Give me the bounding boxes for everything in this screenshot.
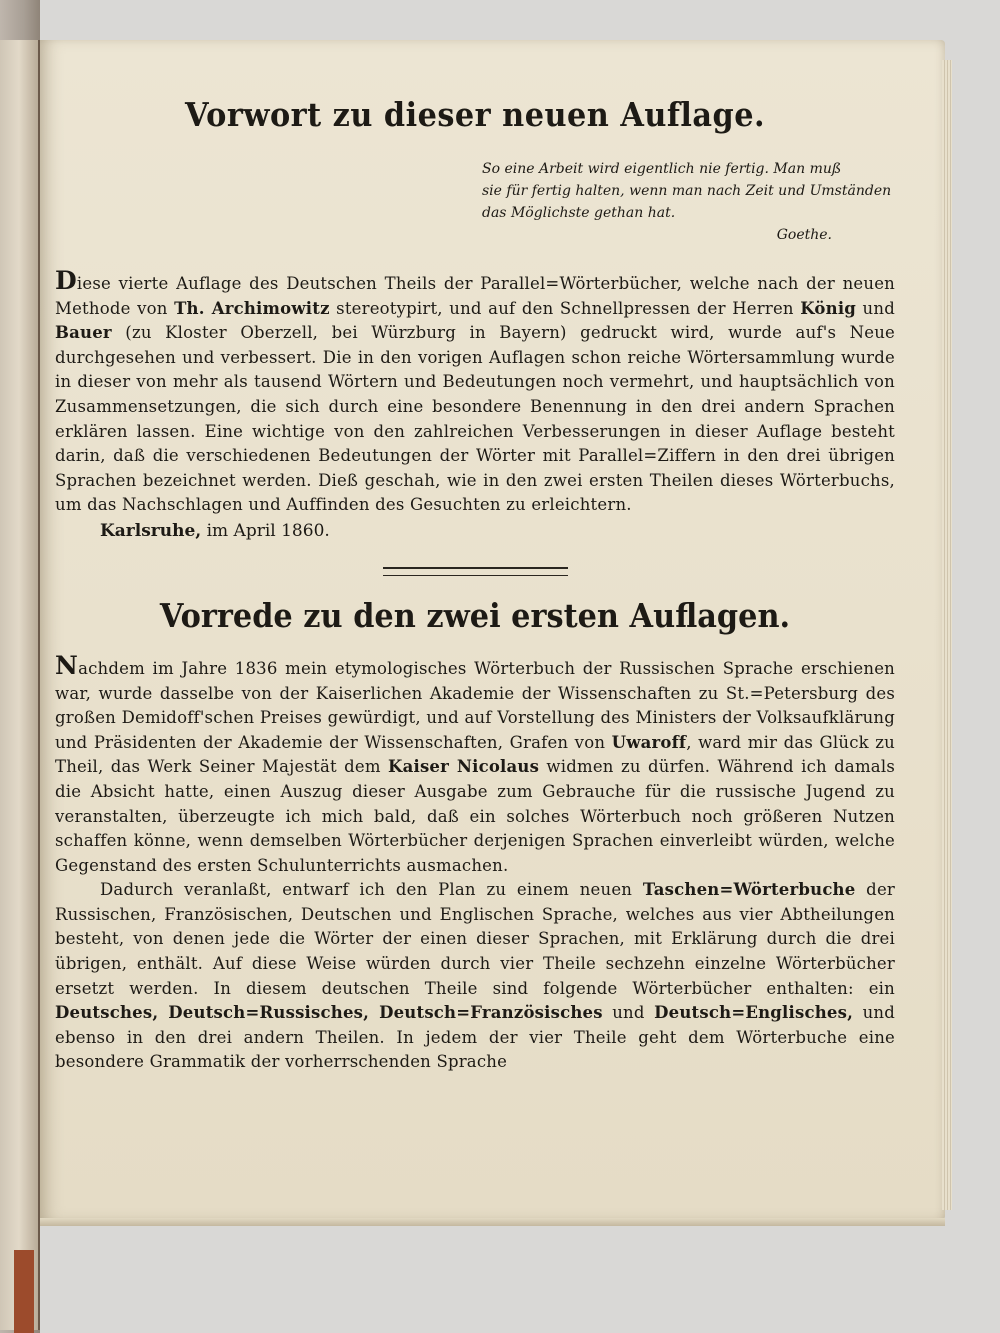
book-spine [14, 1250, 34, 1333]
page-content [55, 95, 895, 1075]
section-divider [383, 567, 568, 576]
epigraph [482, 158, 902, 246]
paragraph-vorrede-1: Nachdem im Jahre 1836 mein etymologisches Wörterbuch der Russischen Sprache erschienen war, wurde dasselbe von der Kaiserlichen Akademie der Wissenschaften zu St.=Petersburg des großen Demidoff'schen Preises gewürdigt, und auf Vorstellung des Ministers der Volksaufklärung und Präsidenten der Akademie der Wissenschaften, Grafen von Uwaroff, ward mir das Glück zu Theil, das Werk Seiner Majestät dem Kaiser Nicolaus widmen zu dürfen. Während ich damals die Absicht hatte, einen Auszug dieser Ausgabe zum Gebrauche für die russische Jugend zu veranstalten, überzeugte ich mich bald, daß ein solches Wörterbuch noch größeren Nutzen schaffen könne, wenn demselben Wörterbücher derjenigen Sprachen einverleibt würden, welche Gegenstand des ersten Schulunterrichts ausmachen. [55, 650, 895, 875]
heading-vorwort: Vorwort zu dieser neuen Auflage. [184, 95, 766, 134]
drop-cap: N [55, 650, 79, 680]
left-page-edge [0, 40, 40, 1330]
heading-vorrede: Vorrede zu den zwei ersten Auflagen. [159, 595, 791, 635]
page-block-edge [942, 60, 952, 1210]
page-bottom-edge [40, 1218, 945, 1226]
epigraph-line: So eine Arbeit wird eigentlich nie fertig. Man muß [482, 161, 842, 177]
dateline: Karlsruhe, im April 1860. [100, 520, 330, 541]
paragraph-vorrede-2: Dadurch veranlaßt, entwarf ich den Plan zu einem neuen Taschen=Wörterbuche der Russischen, Französischen, Deutschen und Englischen Sprache, welches aus vier Abtheilungen besteht, von denen jede die Wörter der einen dieser Sprachen, mit Erklärung durch die drei übrigen, enthält. Auf diese Weise würden durch vier Theile sechzehn einzelne Wörterbücher ersetzt werden. In diesem deutschen Theile sind folgende Wörterbücher enthalten: ein Deutsches, Deutsch=Russisches, Deutsch=Französisches und Deutsch=Englisches, und ebenso in den drei andern Theilen. In jedem der vier Theile geht dem Wörterbuche eine besondere Grammatik der vorherrschenden Sprache [55, 880, 895, 1072]
epigraph-line: das Möglichste gethan hat. [482, 205, 676, 221]
paragraph-vorwort: Diese vierte Auflage des Deutschen Theils der Parallel=Wörterbücher, welche nach der neuen Methode von Th. Archimowitz stereotypirt, und auf den Schnellpressen der Herren König und Bauer (zu Kloster Oberzell, bei Würzburg in Bayern) gedruckt wird, wurde auf's Neue durchgesehen und verbessert. Die in den vorigen Auflagen schon reiche Wörtersammlung wurde in dieser von mehr als tausend Wörtern und Bedeutungen noch vermehrt, und hauptsächlich von Zusammensetzungen, die sich durch eine besondere Benennung in den drei andern Sprachen erklären lassen. Eine wichtige von den zahlreichen Verbesserungen in dieser Auflage besteht darin, daß die verschiedenen Bedeutungen der Wörter mit Parallel=Ziffern in den drei übrigen Sprachen bezeichnet werden. Dieß geschah, wie in den zwei ersten Theilen dieses Wörterbuchs, um das Nachschlagen und Auffinden des Gesuchten zu erleichtern. [55, 266, 895, 515]
epigraph-line: sie für fertig halten, wenn man nach Zeit und Umständen [482, 183, 892, 199]
drop-cap: D [55, 266, 77, 295]
epigraph-author: Goethe. [776, 227, 832, 243]
